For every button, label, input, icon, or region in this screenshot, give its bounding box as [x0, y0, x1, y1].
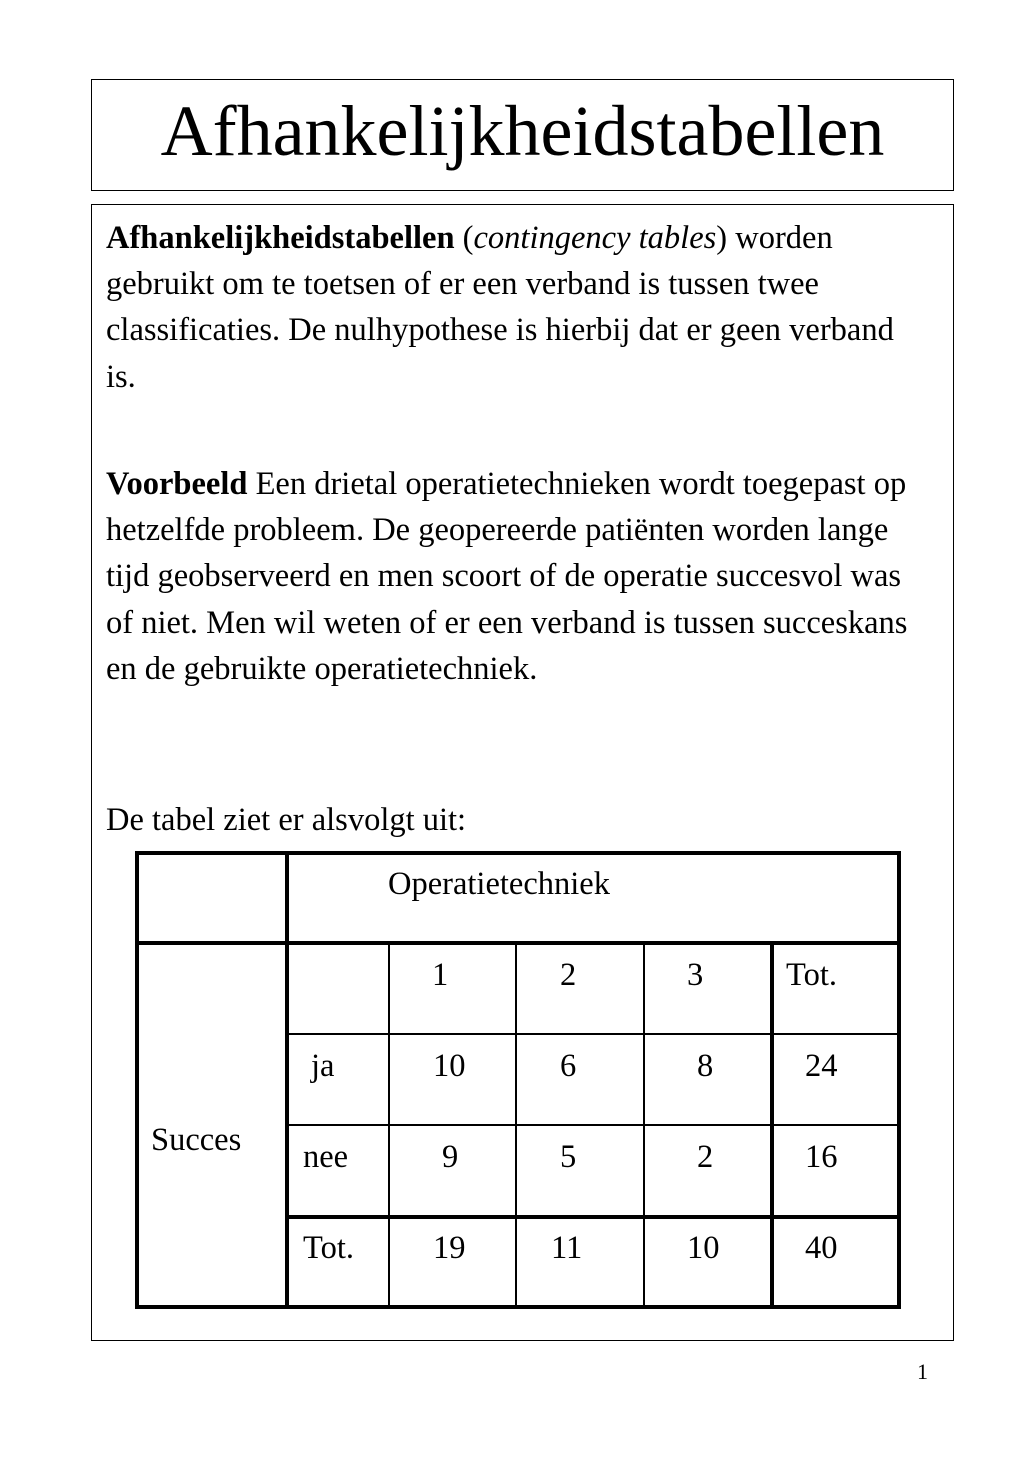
column-header-3: 3	[687, 957, 704, 993]
example-text: Een drietal operatietechnieken wordt toegepast op hetzelfde probleem. De geopereerde patiënten worden lange tijd geobserveerd en men scoort of de operatie succesvol was of niet. Men wil weten of er een verband is tussen succeskans en de gebruikte operatietechniek.	[106, 466, 908, 687]
intro-term: Afhankelijkheidstabellen	[106, 220, 455, 256]
cell-total-3: 10	[687, 1230, 720, 1266]
table-divider-total-col	[770, 943, 774, 1309]
page-title: Afhankelijkheidstabellen	[160, 91, 885, 171]
title-box	[91, 79, 954, 191]
table-border-right	[897, 851, 901, 1309]
row-group-header: Succes	[151, 1122, 242, 1158]
table-border-bottom	[135, 1305, 901, 1309]
example-paragraph	[106, 461, 926, 692]
column-header-2: 2	[560, 957, 577, 993]
cell-total-1: 19	[433, 1230, 466, 1266]
row-label-nee: nee	[303, 1139, 349, 1175]
intro-paragraph	[106, 215, 926, 400]
table-intro: De tabel ziet er alsvolgt uit:	[106, 802, 467, 838]
table-divider-rowgroup	[285, 851, 289, 1309]
table-divider-total-row	[287, 1215, 901, 1219]
cell-total-total: 40	[805, 1230, 838, 1266]
cell-ja-1: 10	[433, 1048, 466, 1084]
table-divider-row-1	[287, 1033, 901, 1035]
intro-paren-open: (	[454, 220, 474, 256]
intro-text: worden gebruikt om te toetsen of er een verband is tussen twee classificaties. De nulhypothese is hierbij dat er geen verband is.	[106, 220, 894, 395]
row-label-ja: ja	[311, 1048, 335, 1084]
example-label: Voorbeeld	[106, 466, 248, 502]
page-number: 1	[917, 1359, 928, 1384]
column-group-header: Operatietechniek	[388, 866, 610, 902]
table-divider-row-2	[287, 1124, 901, 1126]
cell-ja-2: 6	[560, 1048, 577, 1084]
table-divider-col-1	[388, 943, 390, 1309]
cell-nee-2: 5	[560, 1139, 577, 1175]
table-border-left	[135, 851, 139, 1309]
table-divider-col-3	[643, 943, 645, 1309]
intro-paren-close: )	[716, 220, 728, 256]
cell-nee-1: 9	[442, 1139, 459, 1175]
cell-ja-total: 24	[805, 1048, 838, 1084]
intro-term-english: contingency tables	[473, 220, 717, 256]
table-divider-header	[135, 941, 901, 945]
cell-nee-3: 2	[697, 1139, 714, 1175]
row-label-total: Tot.	[303, 1230, 354, 1266]
table-divider-col-2	[515, 943, 517, 1309]
cell-ja-3: 8	[697, 1048, 714, 1084]
table-border-top	[135, 851, 901, 855]
contingency-table	[135, 851, 901, 1309]
cell-total-2: 11	[551, 1230, 583, 1266]
cell-nee-total: 16	[805, 1139, 838, 1175]
column-header-total: Tot.	[786, 957, 837, 993]
column-header-1: 1	[432, 957, 449, 993]
